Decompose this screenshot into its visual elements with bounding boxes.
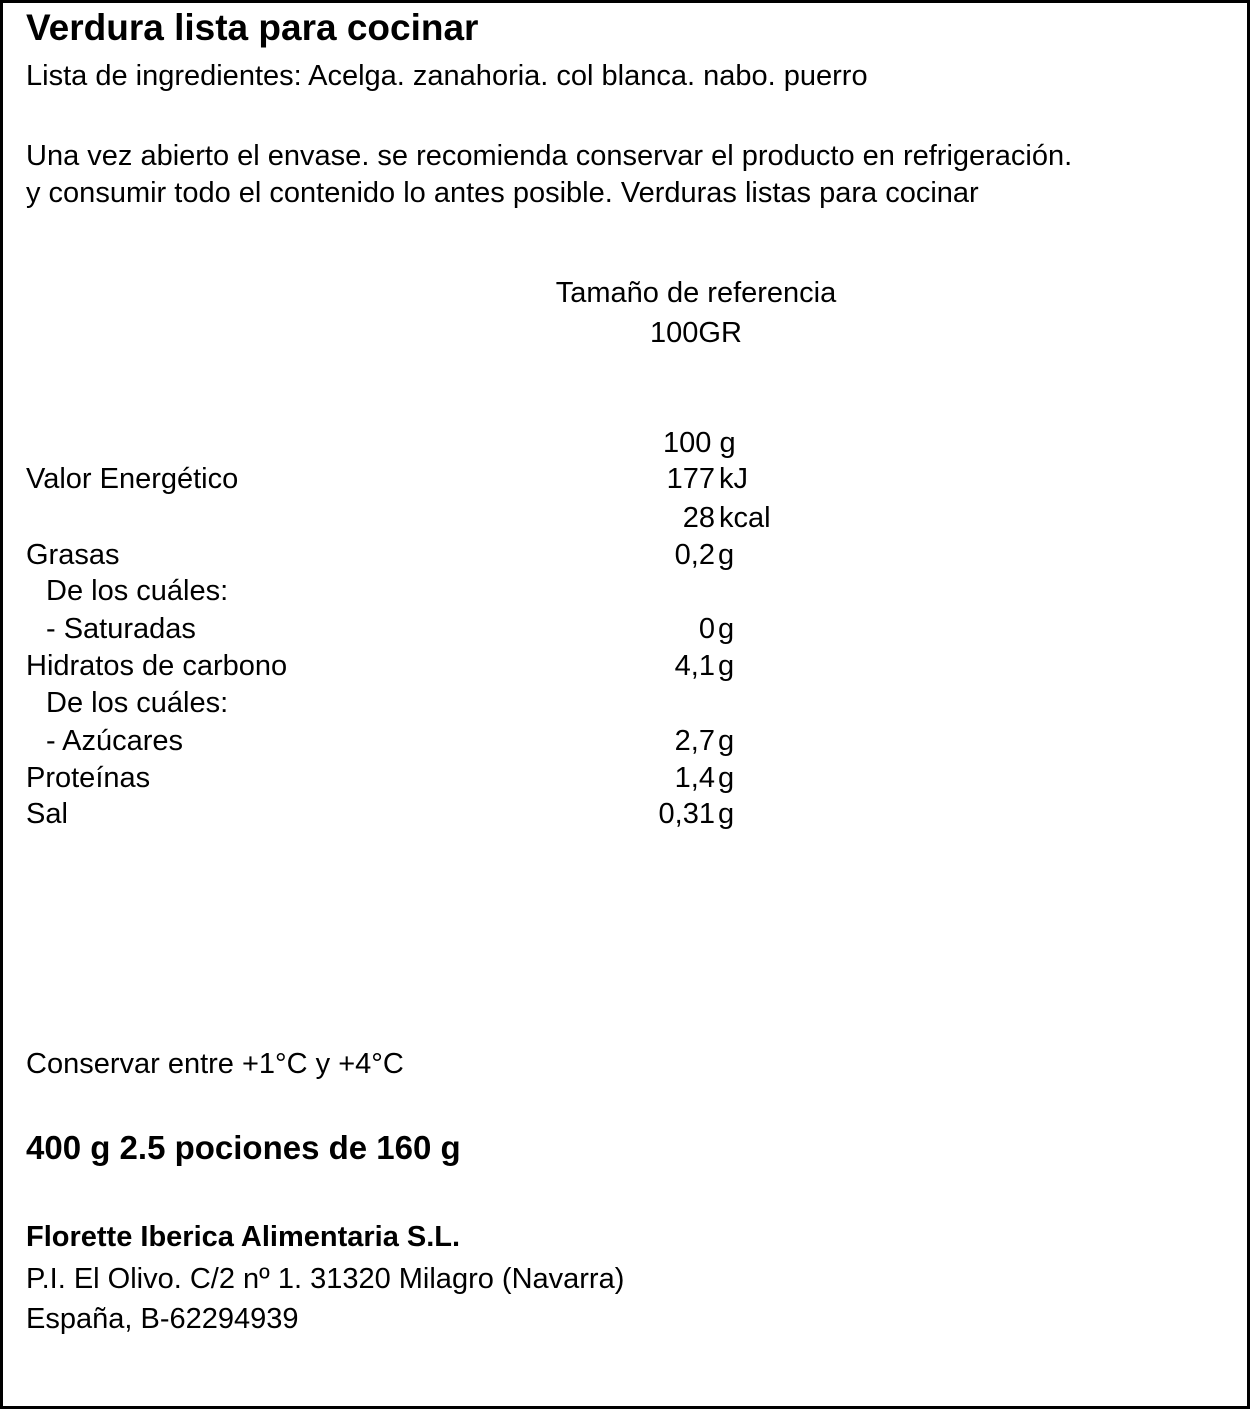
nutrition-row-label-of-which-carbs: De los cuáles: <box>46 687 229 719</box>
nutrition-row-value-energy-kcal: 28 <box>682 502 715 534</box>
nutrition-row-value-sugars: 2,7 <box>674 725 715 757</box>
nutrition-row-value-energy-kj: 177 <box>666 463 715 495</box>
reference-size-value: 100GR <box>650 317 742 349</box>
company-address: P.I. El Olivo. C/2 nº 1. 31320 Milagro (Navarra) <box>26 1263 625 1295</box>
nutrition-row-value-protein: 1,4 <box>674 762 715 794</box>
nutrition-row-label-sugars: - Azúcares <box>46 725 183 757</box>
nutrition-row-label-carbohydrates: Hidratos de carbono <box>26 650 288 682</box>
nutrition-row-value-saturated: 0 <box>698 613 715 645</box>
nutrition-column-header: 100 g <box>663 427 736 459</box>
nutrition-row-unit-carbohydrates: g <box>718 650 735 682</box>
nutrition-row-label-protein: Proteínas <box>26 762 151 794</box>
nutrition-row-unit-saturated: g <box>718 613 735 645</box>
nutrition-row-label-saturated: - Saturadas <box>46 613 196 645</box>
company-country-id: España, B-62294939 <box>26 1303 299 1335</box>
product-title: Verdura lista para cocinar <box>26 7 479 48</box>
ingredients-list: Lista de ingredientes: Acelga. zanahoria. col blanca. nabo. puerro <box>26 60 868 92</box>
reference-size-label: Tamaño de referencia <box>555 277 837 309</box>
company-name: Florette Iberica Alimentaria S.L. <box>26 1221 461 1253</box>
nutrition-row-label-fat: Grasas <box>26 539 120 571</box>
storage-note-line-2: y consumir todo el contenido lo antes posible. Verduras listas para cocinar <box>26 177 979 209</box>
nutrition-row-unit-sugars: g <box>718 725 735 757</box>
nutrition-row-unit-salt: g <box>718 798 735 830</box>
net-weight: 400 g 2.5 pociones de 160 g <box>26 1129 461 1166</box>
nutrition-row-unit-energy-kj: kJ <box>719 463 748 495</box>
nutrition-row-value-carbohydrates: 4,1 <box>674 650 715 682</box>
nutrition-row-value-salt: 0,31 <box>658 798 715 830</box>
nutrition-row-value-fat: 0,2 <box>674 539 715 571</box>
conservation-temperature: Conservar entre +1°C y +4°C <box>26 1048 404 1080</box>
storage-note-line-1: Una vez abierto el envase. se recomienda conservar el producto en refrigeración. <box>26 140 1073 172</box>
nutrition-row-unit-protein: g <box>718 762 735 794</box>
nutrition-row-unit-fat: g <box>718 539 735 571</box>
nutrition-row-label-of-which-fat: De los cuáles: <box>46 575 229 607</box>
nutrition-row-label-energy: Valor Energético <box>26 463 239 495</box>
nutrition-row-unit-energy-kcal: kcal <box>719 502 771 534</box>
nutrition-row-label-salt: Sal <box>26 798 68 830</box>
